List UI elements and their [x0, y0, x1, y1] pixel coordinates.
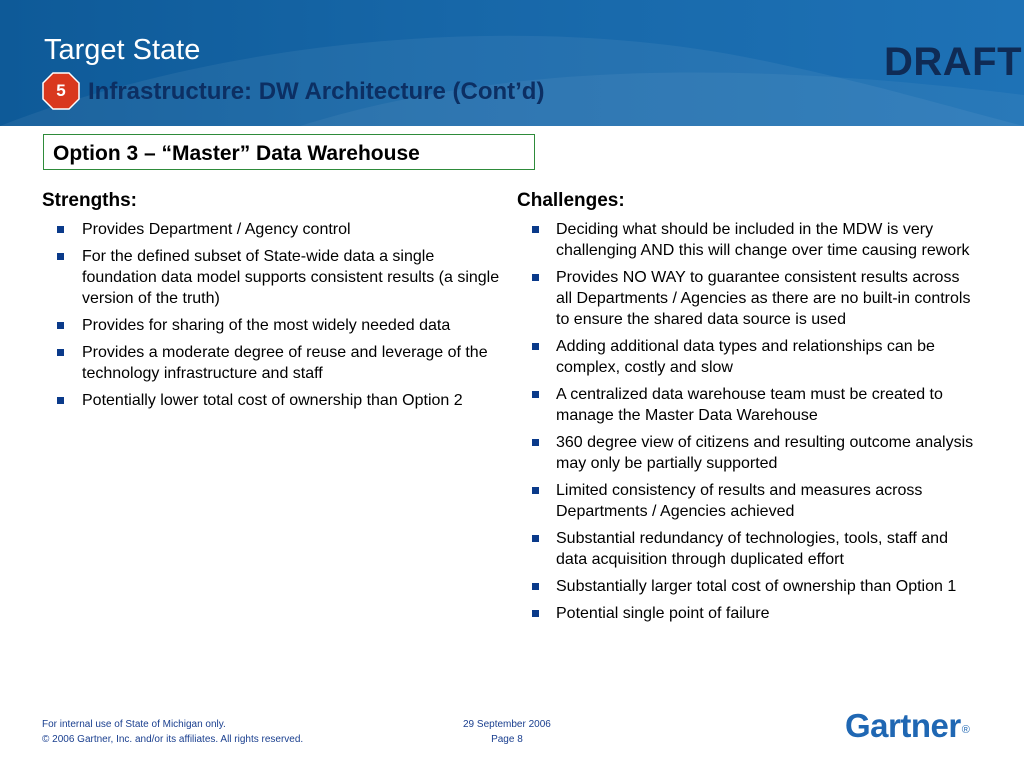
square-bullet-icon	[532, 610, 539, 617]
draft-label: DRAFT	[883, 40, 1022, 84]
list-item	[42, 315, 504, 336]
list-item-text: A centralized data warehouse team must be created to manage the Master Data Warehouse	[556, 386, 943, 424]
square-bullet-icon	[532, 226, 539, 233]
list-item	[517, 603, 975, 624]
list-item	[42, 390, 504, 411]
square-bullet-icon	[57, 253, 64, 260]
list-item-text: Provides NO WAY to guarantee consistent results across all Departments / Agencies as there are no built-in controls to ensure the shared data source is used	[556, 269, 971, 328]
list-item-text: Provides a moderate degree of reuse and leverage of the technology infrastructure and staff	[82, 344, 488, 382]
square-bullet-icon	[57, 322, 64, 329]
square-bullet-icon	[57, 397, 64, 404]
square-bullet-icon	[532, 439, 539, 446]
strengths-list	[42, 219, 504, 411]
list-item	[517, 267, 975, 330]
square-bullet-icon	[532, 535, 539, 542]
option-title-box: Option 3 – “Master” Data Warehouse	[43, 134, 535, 170]
list-item	[517, 219, 975, 261]
section-number-badge	[42, 72, 80, 110]
square-bullet-icon	[532, 487, 539, 494]
list-item	[517, 480, 975, 522]
gartner-logo	[845, 707, 969, 745]
slide-title: Target State	[44, 34, 201, 66]
list-item	[517, 384, 975, 426]
challenges-column	[517, 190, 975, 630]
square-bullet-icon	[532, 391, 539, 398]
badge-number: 5	[56, 81, 66, 100]
strengths-column	[42, 190, 504, 417]
challenges-list	[517, 219, 975, 624]
list-item-text: Provides Department / Agency control	[82, 221, 351, 238]
challenges-heading: Challenges:	[517, 190, 625, 211]
strengths-heading: Strengths:	[42, 190, 137, 211]
list-item-text: Adding additional data types and relationships can be complex, costly and slow	[556, 338, 935, 376]
list-item-text: Limited consistency of results and measures across Departments / Agencies achieved	[556, 482, 923, 520]
square-bullet-icon	[57, 226, 64, 233]
slide-header	[0, 0, 1024, 126]
square-bullet-icon	[532, 583, 539, 590]
list-item-text: 360 degree view of citizens and resulting outcome analysis may only be partially supported	[556, 434, 974, 472]
list-item	[42, 342, 504, 384]
footer-date: 29 September 2006	[463, 719, 551, 730]
list-item-text: Potentially lower total cost of ownership than Option 2	[82, 392, 463, 409]
list-item	[42, 219, 504, 240]
list-item-text: Deciding what should be included in the MDW is very challenging AND this will change over time causing rework	[556, 221, 970, 259]
list-item-text: Substantially larger total cost of ownership than Option 1	[556, 578, 957, 595]
list-item	[517, 528, 975, 570]
list-item-text: For the defined subset of State-wide data a single foundation data model supports consistent results (a single version of the truth)	[82, 248, 500, 307]
list-item-text: Substantial redundancy of technologies, tools, staff and data acquisition through duplicated effort	[556, 530, 948, 568]
list-item-text: Potential single point of failure	[556, 605, 770, 622]
list-item	[517, 336, 975, 378]
registered-mark: ®	[961, 724, 970, 736]
square-bullet-icon	[532, 343, 539, 350]
square-bullet-icon	[57, 349, 64, 356]
list-item	[517, 432, 975, 474]
footer-legal	[42, 717, 303, 747]
footer-date-page	[463, 717, 551, 747]
footer-usage-note: For internal use of State of Michigan only.	[42, 719, 226, 730]
slide-subtitle: Infrastructure: DW Architecture (Cont’d)	[88, 78, 545, 105]
footer-page-number: Page 8	[491, 734, 523, 745]
list-item	[42, 246, 504, 309]
list-item-text: Provides for sharing of the most widely needed data	[82, 317, 451, 334]
list-item	[517, 576, 975, 597]
footer-copyright: © 2006 Gartner, Inc. and/or its affiliates. All rights reserved.	[42, 734, 304, 745]
square-bullet-icon	[532, 274, 539, 281]
logo-text: Gartner	[845, 707, 961, 744]
